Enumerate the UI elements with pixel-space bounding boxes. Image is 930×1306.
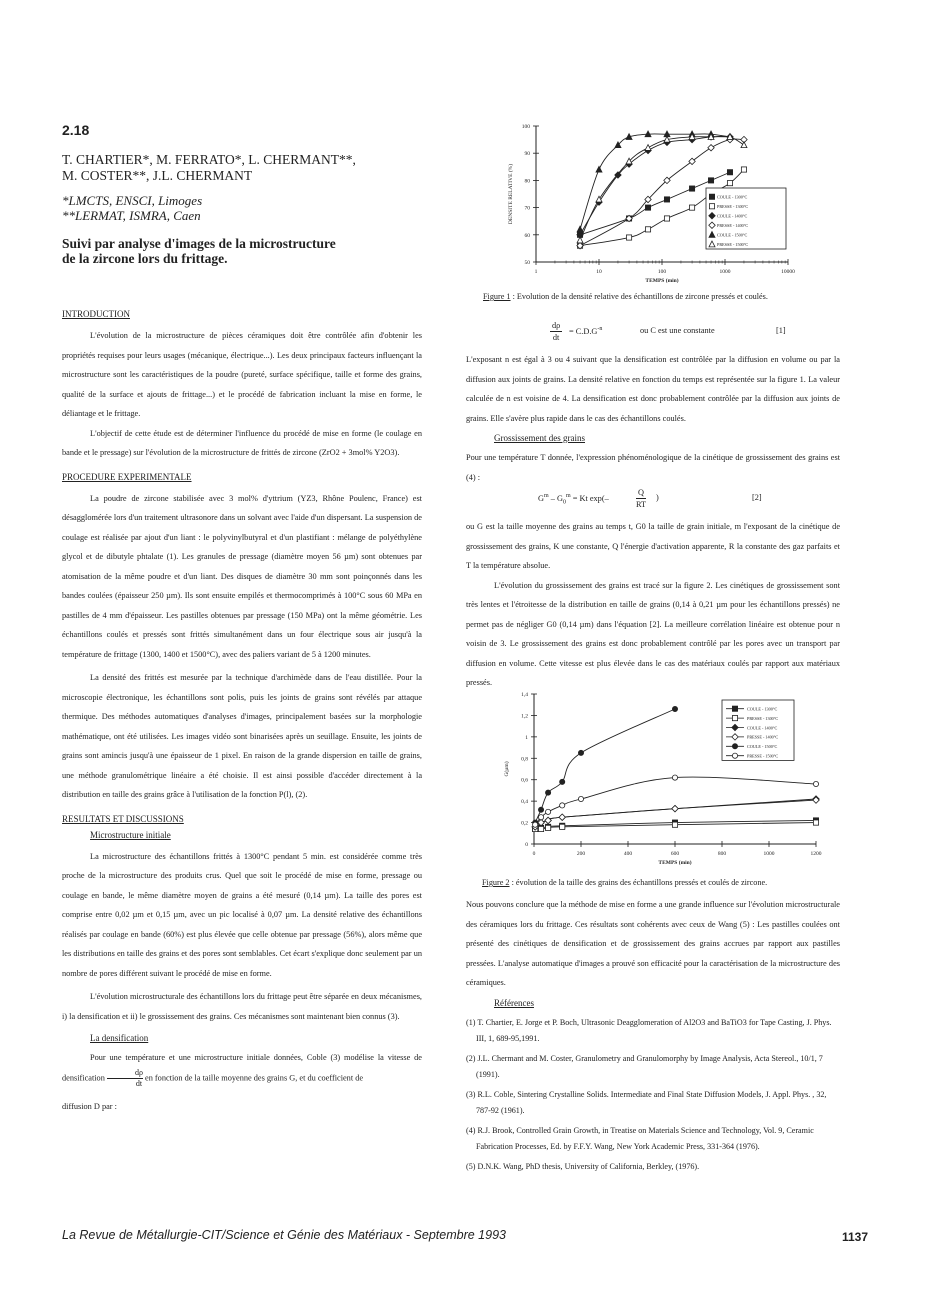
data-point	[672, 706, 677, 711]
data-point	[645, 227, 650, 232]
x-tick-label: 800	[717, 851, 727, 857]
data-point	[577, 226, 583, 232]
x-axis-label: TEMPS (min)	[658, 860, 692, 866]
data-point	[560, 824, 565, 829]
fraction-numerator: dρ	[107, 1068, 143, 1079]
microstructure-heading: Microstructure initiale	[90, 829, 171, 840]
y-tick-label: 0	[525, 842, 528, 848]
affiliation-2: **LERMAT, ISMRA, Caen	[62, 208, 201, 223]
equation-2	[466, 487, 840, 513]
eq1-exponent: -n	[597, 326, 603, 332]
densification-text-d: diffusion D par :	[62, 1101, 117, 1111]
densification-text-a: Pour une température et une microstructure initiale données, Coble (3) modélise la	[90, 1053, 384, 1062]
eq2-numerator: Q	[636, 487, 646, 499]
eq1-note: ou C est une constante	[640, 326, 715, 335]
y-tick-label: 100	[521, 124, 530, 130]
procedure-heading: PROCEDURE EXPERIMENTALE	[62, 471, 192, 482]
data-point	[578, 750, 583, 755]
legend-marker	[732, 706, 737, 711]
data-point	[727, 170, 732, 175]
eq2-left	[538, 493, 609, 505]
data-point	[577, 237, 583, 243]
eq2-g: G	[538, 493, 544, 503]
data-point	[741, 142, 747, 148]
title-line-2: de la zircone lors du frittage.	[62, 251, 228, 266]
legend-label: PRESSE - 1500°C	[717, 242, 749, 248]
conclusion-paragraph: Nous pouvons conclure que la méthode de mise en forme a une grande influence sur l'évolution microstructurale des céramiques lors du frittage. Ces résultats sont cohérents avec ceux de Wang (5) : Les pastilles coulées ont présenté des cinétiques de densification et de grossissement des grains accrues par rapport aux pastilles pressées. L'analyse automatique d'images a prouvé son efficacité pour la caractérisation de la microstructure des céramiques.	[466, 900, 840, 987]
figure-2-chart	[494, 690, 834, 874]
data-point	[727, 181, 732, 186]
equation-1	[466, 318, 840, 350]
eq2-close: )	[656, 493, 659, 502]
journal-footer: La Revue de Métallurgie-CIT/Science et Génie des Matériaux - Septembre 1993	[62, 1228, 506, 1242]
reference-item: (2) J.L. Chermant and M. Coster, Granulometry and Granulomorphy by Image Analysis, Acta Stereol., 10/1, 7 (1991).	[466, 1053, 823, 1079]
data-point	[813, 820, 818, 825]
left-column	[62, 306, 422, 1116]
microstructure-paragraph-2: L'évolution microstructurale des échantillons lors du frittage peut être séparée en deux mécanismes, i) la densification et ii) le grossissement des grains. Ces mécanismes sont maintenant bien connus (3).	[62, 992, 422, 1021]
series-line	[535, 777, 816, 825]
y-tick-label: 0,6	[521, 777, 528, 784]
data-point	[645, 145, 651, 151]
figure-2-label: Figure 2	[482, 878, 510, 887]
data-point	[559, 814, 565, 820]
figure-1-label: Figure 1	[483, 292, 511, 301]
legend-marker	[732, 753, 737, 758]
grossissement-heading: Grossissement des grains	[494, 433, 585, 443]
x-tick-label: 0	[532, 851, 536, 857]
x-tick-label: 1000	[719, 269, 731, 275]
drho-dt-fraction	[107, 1068, 143, 1089]
data-point	[538, 826, 543, 831]
data-point	[689, 186, 694, 191]
right-column-lower	[466, 895, 840, 1179]
data-point	[664, 197, 669, 202]
legend-label: COULE - 1300°C	[717, 194, 748, 200]
data-point	[533, 822, 538, 827]
data-point	[538, 815, 543, 820]
eq1-denominator: dt	[552, 333, 560, 342]
data-point	[546, 809, 551, 814]
legend-label: COULE - 1400°C	[747, 725, 778, 731]
y-tick-label: 1	[525, 734, 528, 741]
eq2-m1: m	[544, 493, 549, 499]
y-tick-label: 60	[524, 232, 530, 239]
data-point	[538, 807, 543, 812]
right-paragraph-1: L'exposant n est égal à 3 ou 4 suivant que la densification est contrôlée par la diffusion en volume ou par la diffusion aux joints de grains. La densité relative en fonction du temps est représentée sur la figure 1. La valeur calculée de n est voisine de 4. La densification est donc probablement contrôlée par la diffusion aux joints de grains. Elle s'avère plus rapide dans le cas des échantillons coulés.	[466, 355, 840, 423]
data-point	[596, 166, 602, 172]
data-point	[708, 178, 713, 183]
densification-text-c: en fonction de la taille moyenne des grains G, et du coefficient de	[145, 1072, 364, 1082]
data-point	[546, 825, 551, 830]
x-tick-label: 600	[670, 851, 680, 857]
data-point	[672, 805, 678, 811]
densification-text-b: vitesse de densification	[62, 1053, 422, 1082]
microstructure-paragraph-1: La microstructure des échantillons frittés à 1300°C pendant 5 min. est considérée comme très proche de la microstructure des produits crus. Quel que soit le procédé de mise en forme, pressage ou coulage en bande, le même diamètre moyen de grains a été mesuré (0,14 µm). La taille des pores est comprise entre 0,02 µm et 0,15 µm, avec un pic localisé à 0,07 µm. La densité relative des échantillons réalisés par coulage en bande (60%) est plus élevée que celle obtenue par pressage (56%), alors même que les distributions en taille des grains et des pores sont semblables. Cet écart s'explique donc seulement par un nombre de pores différent suivant le procédé de mise en forme.	[62, 851, 422, 978]
figure-2-caption-text: : évolution de la taille des grains des échantillons pressés et coulés de zircone.	[511, 878, 768, 887]
y-tick-label: 0,2	[521, 820, 528, 827]
eq1-number: [1]	[776, 326, 786, 335]
y-tick-label: 0,4	[521, 799, 528, 806]
x-tick-label: 10	[596, 269, 602, 275]
figure-1-caption	[483, 292, 768, 301]
legend-label: COULE - 1500°C	[717, 232, 748, 238]
data-point	[560, 803, 565, 808]
affiliation-1: *LMCTS, ENSCI, Limoges	[62, 193, 203, 208]
legend-marker	[732, 716, 737, 721]
data-point	[708, 145, 714, 151]
data-point	[813, 781, 818, 786]
reference-item: (5) D.N.K. Wang, PhD thesis, University of California, Berkley, (1976).	[466, 1161, 700, 1171]
x-tick-label: 100	[657, 269, 667, 275]
x-tick-label: 1	[534, 269, 538, 275]
intro-paragraph-2: L'objectif de cette étude est de déterminer l'influence du procédé de mise en forme (le coulage en bande et le pressage) sur l'évolution de la microstructure de frittés de zircone (ZrO2 + 3mol% Y2O3).	[62, 428, 422, 457]
data-point	[560, 779, 565, 784]
eq2-sub0: 0	[562, 499, 566, 506]
fraction-denominator: dt	[135, 1078, 143, 1088]
y-tick-label: 80	[524, 178, 530, 185]
densification-heading: La densification	[90, 1033, 149, 1043]
x-tick-label: 200	[576, 851, 586, 857]
reference-item: (3) R.L. Coble, Sintering Crystalline Solids. Intermediate and Final State Diffusion Models, J. Appl. Phys. , 32, 787-92 (1961).	[466, 1089, 827, 1115]
y-tick-label: 1,4	[521, 692, 528, 698]
legend-label: PRESSE - 1400°C	[747, 734, 779, 740]
data-point	[578, 796, 583, 801]
authors	[62, 152, 356, 184]
references-list	[466, 1015, 840, 1175]
eq2-fraction	[636, 487, 646, 510]
x-tick-label: 10000	[781, 269, 795, 275]
legend-label: PRESSE - 1500°C	[747, 753, 779, 759]
legend-label: COULE - 1400°C	[717, 213, 748, 219]
procedure-paragraph-1: La poudre de zircone stabilisée avec 3 mol% d'yttrium (YZ3, Rhône Poulenc, France) est désagglomérée lors d'un traitement ultrasonore dans un solvant avec l'aide d'un dispersant. La suspension de coulage est réalisée par ajout d'un liant : le polyvinylbutyral et d'un plastifiant : mélange de polyéthylène glycol et de dibutyle phtalate (1). Les granules de pressage (diamètre moyen 56 µm) sont obtenues par atomisation de la même poudre et d'un liant. Des disques de diamètre 30 mm sont poinçonnés dans les bandes coulées (épaisseur 250 µm). Ils sont ensuite empilés et thermocomprimés à 100°C sous 60 MPa en pastilles de 4 mm d'épaisseur. Les pastilles obtenues par pressage (150 MPa) ont la même géométrie. Les échantillons coulés et pressés sont frittés simultanément dans un four électrique sous air jusqu'à la température de frittage (1300, 1400 et 1500°C), avec des paliers variant de 5 à 1200 minutes.	[62, 493, 422, 659]
y-tick-label: 0,8	[521, 756, 528, 763]
right-column	[466, 318, 840, 693]
legend-label: PRESSE - 1400°C	[717, 223, 749, 229]
data-point	[672, 822, 677, 827]
series-line	[535, 709, 675, 823]
data-point	[664, 216, 669, 221]
reference-item: (1) T. Chartier, E. Jorge et P. Boch, Ultrasonic Deagglomeration of Al2O3 and BaTiO3 for Tape Casting, J. Phys. III, 1, 689-95,1991.	[466, 1017, 832, 1043]
legend-marker	[709, 204, 714, 209]
legend-marker	[709, 194, 714, 199]
y-tick-label: 1,2	[521, 713, 528, 720]
eq2-minus-g: – G	[548, 493, 563, 503]
right-paragraph-3: ou G est la taille moyenne des grains au temps t, G0 la taille de grain initiale, m l'exposant de la cinétique de grossissement des grains, K une constante, Q l'énergie d'activation apparente, R la constante des gaz parfaits et T la température absolue.	[466, 522, 840, 570]
procedure-paragraph-2: La densité des frittés est mesurée par la technique d'archimède dans de l'eau distillée. Pour la microscopie électronique, les échantillons sont polis, puis les joints de grains sont révélés par attaque thermique. Des méthodes automatiques d'analyses d'images, principalement basées sur la morphologie mathématique, ont été utilisées. Les images vidéo sont binarisées après un seuillage. Ensuite, les joints de grains sont amincis jusqu'à une épaisseur de 1 pixel. En raison de la grande dispersion en taille de grains, une méthode granulométrique linéaire a été choisie. Il est ainsi possible d'accéder directement à la distribution en taille des grains grâce à l'utilisation de la fonction P(l), (2).	[62, 673, 422, 799]
authors-line-2: M. COSTER**, J.L. CHERMANT	[62, 168, 253, 183]
x-tick-label: 400	[623, 851, 633, 857]
right-paragraph-4: L'évolution du grossissement des grains est tracé sur la figure 2. Les cinétiques de grossissement sont très lentes et l'étroitesse de la distribution en taille de grains (0,14 à 0,21 µm pour les échantillons pressés) ne permet pas de négliger G0 (0,14 µm) dans l'équation [2]. La meilleure corrélation linéaire est obtenue pour n voisin de 3. Le grossissement des grains est donc probablement contrôlé par les pores avec un transport par diffusion en volume. Cette vitesse est plus élevée dans le cas des matériaux coulés par rapport aux matériaux pressés.	[466, 580, 840, 687]
title-line-1: Suivi par analyse d'images de la microstructure	[62, 236, 336, 251]
eq2-rhs: = Kt exp(–	[570, 493, 609, 503]
x-axis-label: TEMPS (min)	[645, 278, 679, 284]
data-point	[546, 790, 551, 795]
y-axis-label: DENSITE RELATIVE (%)	[508, 163, 514, 225]
affiliations	[62, 193, 202, 223]
reference-item: (4) R.J. Brook, Controlled Grain Growth, in Treatise on Materials Science and Technology, Vol. 9, Ceramic Fabrication Processes, Ed. by F.F.Y. Wang, New York Academic Press, 331-364 (1976).	[466, 1125, 814, 1151]
paper-title	[62, 236, 336, 266]
page-number: 1137	[842, 1230, 869, 1244]
eq1-fraction	[550, 320, 562, 343]
eq1-numerator: dρ	[552, 321, 561, 330]
legend-label: COULE - 1300°C	[747, 706, 778, 712]
eq1-rhs	[569, 326, 602, 336]
section-number: 2.18	[62, 122, 90, 138]
figure-1-caption-text: : Evolution de la densité relative des échantillons de zircone pressés et coulés.	[512, 292, 768, 301]
introduction-heading: INTRODUCTION	[62, 309, 130, 319]
y-axis-label: G(µm)	[504, 761, 510, 777]
legend-label: COULE - 1500°C	[747, 744, 778, 750]
eq2-denominator: RT	[636, 500, 647, 509]
legend-label: PRESSE - 1300°C	[717, 204, 749, 210]
data-point	[689, 205, 694, 210]
y-tick-label: 50	[524, 260, 530, 266]
data-point	[672, 775, 677, 780]
legend-label: PRESSE - 1300°C	[747, 715, 779, 721]
figure-2-caption	[482, 878, 767, 887]
figure-1-chart	[494, 118, 814, 290]
eq2-number: [2]	[752, 493, 762, 502]
densification-paragraph	[62, 1048, 422, 1089]
y-tick-label: 70	[524, 205, 530, 212]
references-heading: Références	[494, 997, 534, 1008]
eq2-m2: m	[565, 493, 571, 499]
data-point	[645, 205, 650, 210]
legend-marker	[732, 744, 737, 749]
y-tick-label: 90	[524, 151, 530, 158]
data-point	[741, 167, 746, 172]
intro-paragraph-1: L'évolution de la microstructure de pièces céramiques doit être contrôlée afin d'obtenir les propriétés requises pour leurs usages (mécanique, électrique...). Les deux principaux facteurs influençant la microstructure sont les caractéristiques de la poudre (pureté, surface spécifique, taille et forme des grains, qualité de la surface et ajouts de frittage...) et le procédé de fabrication incluant la mise en forme, le déliantage et le frittage.	[62, 331, 422, 418]
results-heading: RESULTATS ET DISCUSSIONS	[62, 813, 184, 824]
authors-line-1: T. CHARTIER*, M. FERRATO*, L. CHERMANT**,	[62, 152, 356, 167]
data-point	[626, 235, 631, 240]
eq1-rhs-text: = C.D.G	[569, 326, 598, 336]
x-tick-label: 1200	[810, 851, 822, 857]
x-tick-label: 1000	[763, 851, 775, 857]
right-paragraph-2: Pour une température T donnée, l'expression phénoménologique de la cinétique de grossissement des grains est (4) :	[466, 453, 840, 482]
